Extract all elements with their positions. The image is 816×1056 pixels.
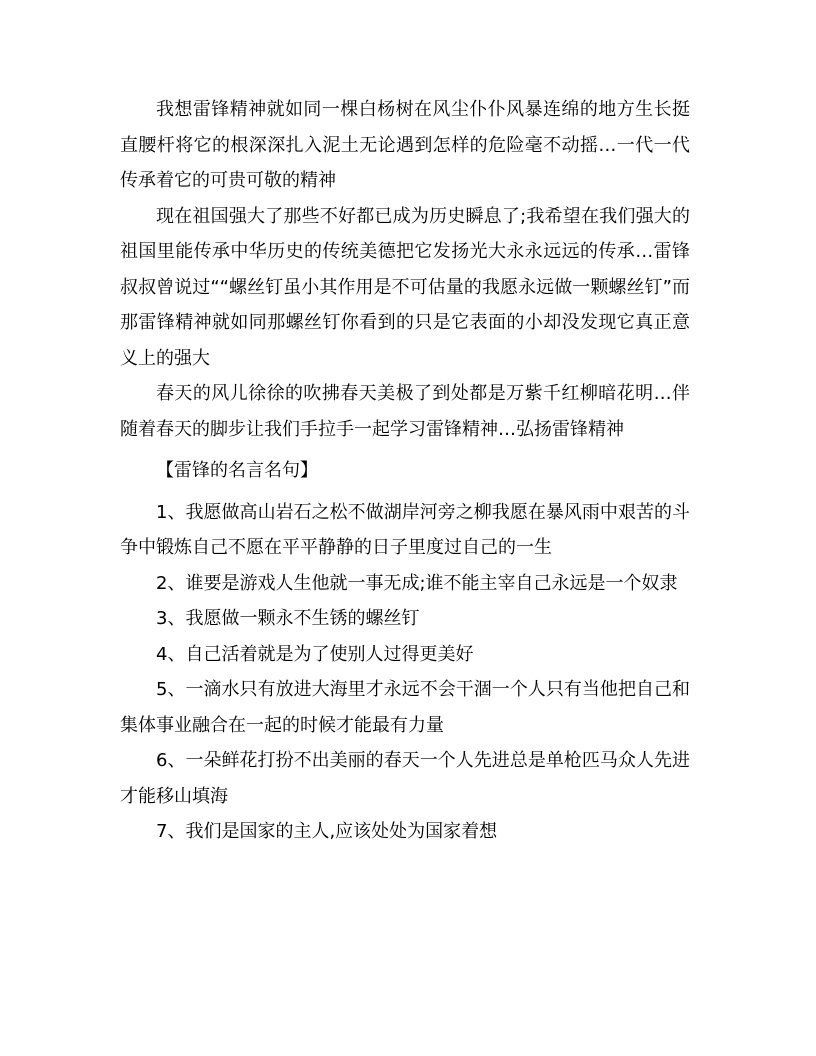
section-heading: 【雷锋的名言名句】 (156, 460, 318, 481)
quote-item: 7、我们是国家的主人,应该处处为国家着想 (156, 821, 498, 842)
quote-item: 3、我愿做一颗永不生锈的螺丝钉 (156, 608, 420, 629)
paragraph-baiyang: 我想雷锋精神就如同一棵白杨树在风尘仆仆风暴连绵的地方生长挺直腰杆将它的根深深扎入泥土无论遇到怎样的危险毫不动摇…一代一代传承着它的可贵可敬的精神 (120, 99, 690, 191)
quote-item: 5、一滴水只有放进大海里才永远不会干涸一个人只有当他把自己和集体事业融合在一起的时候才能最有力量 (120, 679, 690, 736)
document-body (120, 92, 690, 850)
quote-item: 4、自己活着就是为了使别人过得更美好 (156, 643, 474, 665)
quote-item: 1、我愿做高山岩石之松不做湖岸河旁之柳我愿在暴风雨中艰苦的斗争中锻炼自己不愿在平平静静的日子里度过自己的一生 (120, 501, 690, 558)
quote-item: 2、谁要是游戏人生他就一事无成;谁不能主宰自己永远是一个奴隶 (156, 572, 678, 594)
paragraph-luosiding: 现在祖国强大了那些不好都已成为历史瞬息了;我希望在我们强大的祖国里能传承中华历史的传统美德把它发扬光大永永远远的传承…雷锋叔叔曾说过““螺丝钉虽小其作用是不可估量的我愿永远做一颗螺丝钉”而那雷锋精神就如同那螺丝钉你看到的只是它表面的小却没发现它真正意义上的强大 (120, 205, 690, 369)
quote-item: 6、一朵鲜花打扮不出美丽的春天一个人先进总是单枪匹马众人先进才能移山填海 (120, 750, 690, 807)
paragraph-spring: 春天的风儿徐徐的吹拂春天美极了到处都是万紫千红柳暗花明…伴随着春天的脚步让我们手拉手一起学习雷锋精神…弘扬雷锋精神 (120, 383, 690, 440)
